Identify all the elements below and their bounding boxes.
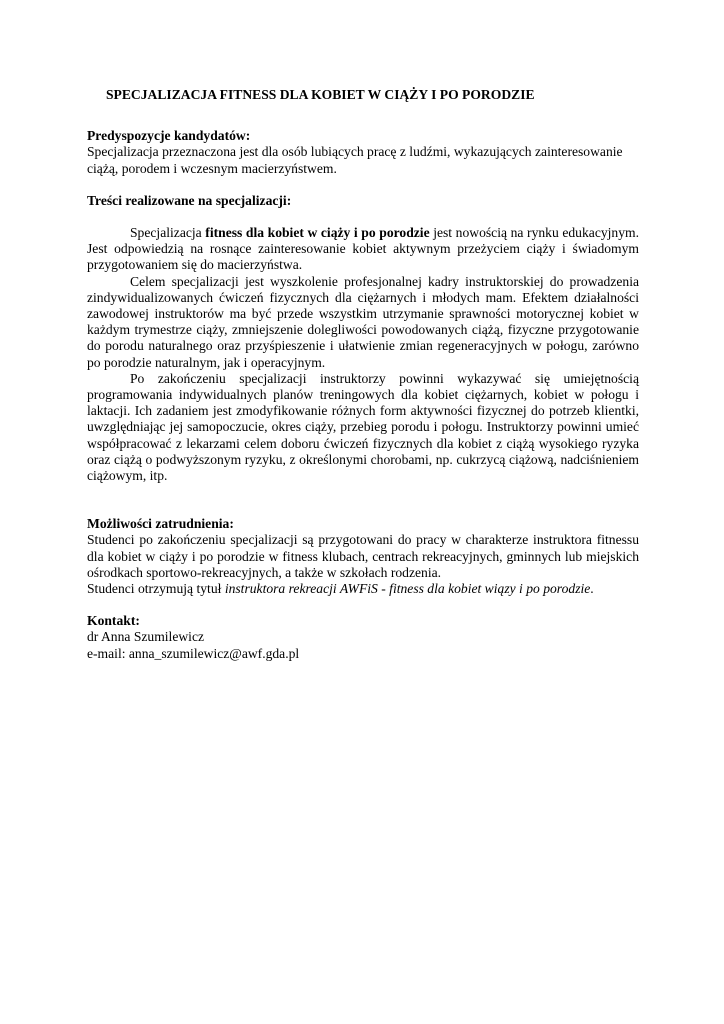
zatrudnienie-p2-italic: instruktora rekreacji AWFiS - fitness dla kobiet wiązy i po porodzie [224, 581, 591, 597]
zatrudnienie-paragraph-1: Studenci po zakończeniu specjalizacji są przygotowani do pracy w charakterze instruktora fitnessu dla kobiet w ciąży i po porodzie w fitness klubach, centrach rekreacyjnych, gminnych lub miejskich ośrodkach sportowo-rekreacyjnych, a także w szkołach rodzenia. [87, 532, 639, 580]
section-tresci [87, 193, 639, 484]
tresci-p1-start: Specjalizacja [130, 225, 206, 241]
kontakt-name: dr Anna Szumilewicz [87, 629, 205, 645]
kontakt-email: e-mail: anna_szumilewicz@awf.gda.pl [87, 645, 300, 661]
tresci-p1-bold: fitness dla kobiet w ciąży i po porodzie [205, 225, 430, 241]
document-title: SPECJALIZACJA FITNESS DLA KOBIET W CIĄŻY I PO PORODZIE [106, 87, 535, 102]
zatrudnienie-paragraph-2 [87, 581, 639, 597]
predyspozycje-text: Specjalizacja przeznaczona jest dla osób lubiących pracę z ludźmi, wykazujących zainteresowanie ciążą, porodem i wczesnym macierzyństwem. [87, 144, 623, 176]
tresci-paragraph-2: Celem specjalizacji jest wyszkolenie profesjonalnej kadry instruktorskiej do prowadzenia zindywidualizowanych ćwiczeń fizycznych dla ciężarnych i młodych mam. Efektem działalności zawodowej instruktorów ma być przede wszystkim utrzymanie sprawności motorycznej kobiet w każdym trymestrze ciąży, zmniejszenie dolegliwości powodowanych ciążą, fizyczne przygotowanie do porodu naturalnego oraz przyśpieszenie i ułatwienie zmian regeneracyjnych w połogu, zarówno po porodzie naturalnym, jak i operacyjnym. [87, 273, 639, 370]
tresci-paragraph-1 [87, 225, 639, 274]
zatrudnienie-p2-start: Studenci otrzymują tytuł [87, 581, 225, 597]
document-page [87, 87, 639, 662]
heading-tresci: Treści realizowane na specjalizacji: [87, 192, 292, 208]
section-kontakt [87, 613, 639, 662]
section-zatrudnienie [87, 516, 639, 597]
heading-predyspozycje: Predyspozycje kandydatów: [87, 128, 251, 144]
tresci-p1-end: jest nowością na rynku edukacyjnym. Jest odpowiedzią na rosnące zainteresowanie kobiet aktywnym przeżyciem ciąży i świadomym przygotowaniem się do macierzyństwa. [87, 225, 639, 273]
section-predyspozycje [87, 128, 639, 177]
zatrudnienie-p2-end: . [590, 581, 594, 597]
tresci-paragraph-3: Po zakończeniu specjalizacji instruktorzy powinni wykazywać się umiejętnością programowania indywidualnych planów treningowych dla kobiet ciężarnych, kobiet w połogu i laktacji. Ich zadaniem jest zmodyfikowanie różnych form aktywności fizycznej do potrzeb klientki, uwzględniając jej samopoczucie, okres ciąży, przebieg porodu i połogu. Instruktorzy powinni umieć współpracować z lekarzami celem doboru ćwiczeń fizycznych dla kobiet z ciążą wysokiego ryzyka oraz ciążą o podwyższonym ryzyku, z określonymi chorobami, np. cukrzycą ciążową, nadciśnieniem ciążowym, itp. [87, 370, 639, 484]
heading-kontakt: Kontakt: [87, 613, 140, 629]
heading-zatrudnienie: Możliwości zatrudnienia: [87, 516, 234, 532]
